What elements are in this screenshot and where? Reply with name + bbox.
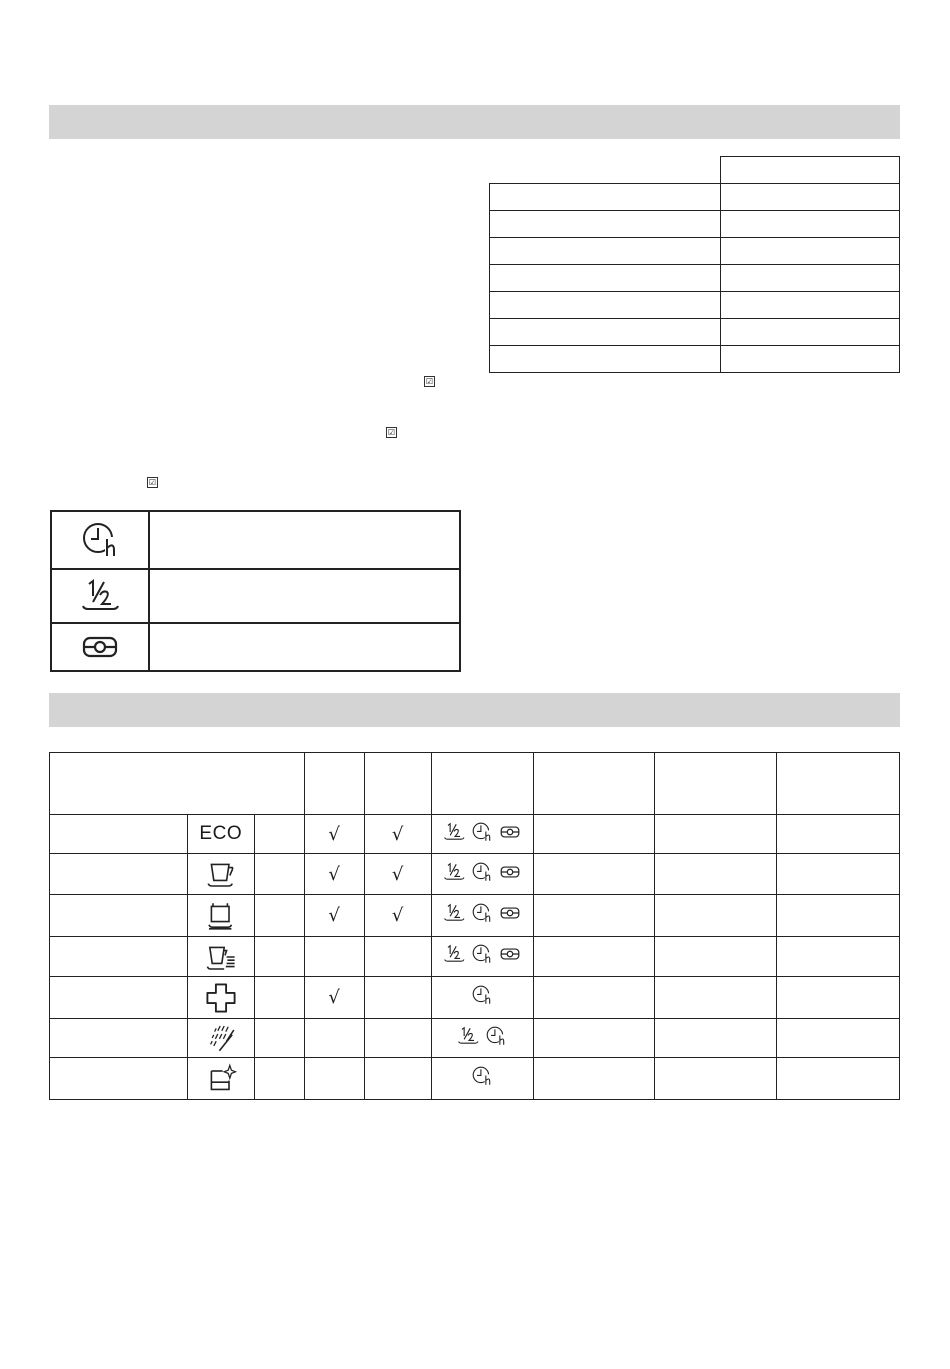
time-delay-icon — [471, 1065, 493, 1087]
header-cell — [777, 753, 900, 815]
rinse-icon — [187, 1019, 254, 1058]
table-cell — [364, 1058, 431, 1100]
table-cell — [721, 265, 900, 292]
eco-icon: ECO — [187, 815, 254, 854]
options-cell — [431, 1058, 534, 1100]
machine-care-icon — [187, 1058, 254, 1100]
check-mark: √ — [391, 823, 404, 845]
header-cell — [655, 753, 777, 815]
check-mark: √ — [328, 905, 340, 926]
extra-dry-icon — [499, 902, 521, 924]
table-cell — [534, 854, 655, 895]
extra-dry-icon — [51, 623, 149, 671]
options-legend-table — [50, 510, 461, 672]
table-cell — [304, 895, 364, 937]
table-cell — [50, 895, 188, 937]
check-mark: √ — [328, 823, 340, 845]
table-cell — [721, 184, 900, 211]
check-mark: √ — [328, 987, 340, 1008]
check-mark: √ — [391, 905, 404, 926]
table-cell — [254, 815, 304, 854]
table-cell — [534, 937, 655, 977]
table-cell — [490, 292, 721, 319]
quick-cup-icon — [187, 937, 254, 977]
table-cell — [534, 977, 655, 1019]
table-cell — [304, 937, 364, 977]
table-cell — [777, 1019, 900, 1058]
specs-table — [489, 156, 900, 373]
checkbox-icon: ☑ — [148, 478, 157, 487]
table-cell — [721, 292, 900, 319]
time-delay-icon — [471, 984, 493, 1006]
table-cell — [534, 895, 655, 937]
check-mark: √ — [328, 863, 340, 885]
time-delay-icon — [471, 902, 493, 924]
table-cell — [777, 895, 900, 937]
table-cell — [534, 815, 655, 854]
table-cell — [254, 854, 304, 895]
table-cell — [777, 815, 900, 854]
table-cell — [490, 346, 721, 373]
table-cell — [254, 937, 304, 977]
table-cell — [490, 238, 721, 265]
check-mark: √ — [391, 863, 404, 885]
pot-icon — [187, 895, 254, 937]
table-cell — [777, 1058, 900, 1100]
table-cell — [655, 895, 777, 937]
table-cell — [364, 1019, 431, 1058]
time-delay-icon — [471, 943, 493, 965]
header-cell — [534, 753, 655, 815]
table-cell — [254, 1058, 304, 1100]
table-cell — [777, 854, 900, 895]
table-cell — [304, 977, 364, 1019]
time-delay-icon — [51, 511, 149, 569]
half-load-icon — [457, 1025, 479, 1047]
extra-dry-icon — [499, 943, 521, 965]
table-cell — [254, 895, 304, 937]
header-cell — [431, 753, 534, 815]
program-table — [49, 752, 900, 1100]
table-cell — [721, 319, 900, 346]
table-cell — [777, 937, 900, 977]
option-description — [149, 569, 460, 623]
table-cell — [50, 1019, 188, 1058]
table-cell — [254, 977, 304, 1019]
time-delay-icon — [471, 821, 493, 843]
table-cell — [50, 815, 188, 854]
table-cell — [721, 211, 900, 238]
extra-dry-icon — [499, 861, 521, 883]
table-cell — [364, 895, 431, 937]
half-load-icon — [443, 902, 465, 924]
table-cell — [304, 854, 364, 895]
table-cell — [364, 854, 431, 895]
table-cell — [50, 854, 188, 895]
table-cell — [490, 265, 721, 292]
table-cell — [655, 937, 777, 977]
table-cell — [254, 1019, 304, 1058]
option-description — [149, 511, 460, 569]
header-cell — [50, 753, 305, 815]
option-description — [149, 623, 460, 671]
time-delay-icon — [471, 861, 493, 883]
cup-icon — [187, 854, 254, 895]
table-cell — [50, 977, 188, 1019]
section-header-bar — [49, 693, 900, 727]
options-cell — [431, 815, 534, 854]
checkbox-icon: ☑ — [387, 428, 396, 437]
options-cell — [431, 1019, 534, 1058]
table-cell — [721, 157, 900, 184]
extra-dry-icon — [499, 821, 521, 843]
options-cell — [431, 977, 534, 1019]
table-cell — [655, 977, 777, 1019]
time-delay-icon — [485, 1025, 507, 1047]
half-load-icon — [443, 943, 465, 965]
options-cell — [431, 854, 534, 895]
table-cell — [50, 937, 188, 977]
table-cell — [655, 854, 777, 895]
table-cell — [364, 977, 431, 1019]
half-load-icon — [443, 821, 465, 843]
table-cell — [721, 346, 900, 373]
table-cell — [50, 1058, 188, 1100]
hygiene-cross-icon — [187, 977, 254, 1019]
options-cell — [431, 895, 534, 937]
table-cell — [364, 937, 431, 977]
table-cell — [534, 1019, 655, 1058]
table-cell — [534, 1058, 655, 1100]
table-cell — [364, 815, 431, 854]
header-cell — [304, 753, 364, 815]
table-cell — [655, 815, 777, 854]
table-cell — [304, 815, 364, 854]
options-cell — [431, 937, 534, 977]
header-cell — [364, 753, 431, 815]
table-cell — [490, 319, 721, 346]
half-load-icon — [51, 569, 149, 623]
table-cell — [655, 1058, 777, 1100]
table-cell — [655, 1019, 777, 1058]
table-cell — [721, 238, 900, 265]
table-cell — [777, 977, 900, 1019]
table-cell — [304, 1058, 364, 1100]
table-cell — [490, 184, 721, 211]
table-cell — [490, 211, 721, 238]
section-header-bar — [49, 105, 900, 139]
half-load-icon — [443, 861, 465, 883]
checkbox-icon: ☑ — [425, 377, 434, 386]
table-cell — [304, 1019, 364, 1058]
